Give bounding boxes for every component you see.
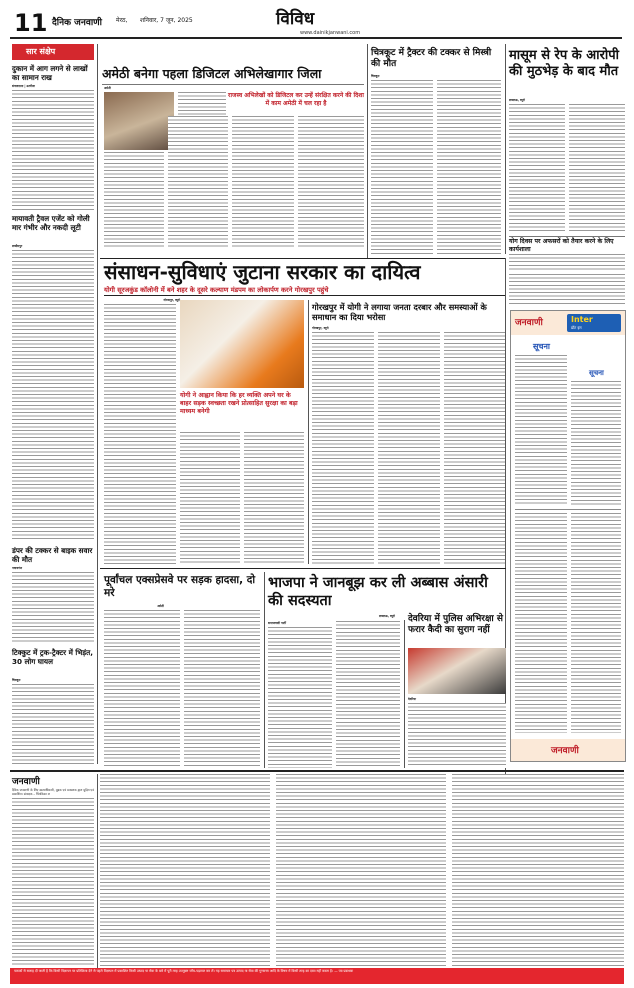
purvanchal-body [104,610,180,768]
lead-side-dateline: गोरखपुर, ब्यूरो [312,326,329,330]
yoga-brief-body [509,254,625,272]
internet-logo-text: Inter [571,315,593,324]
classifieds-footer-logo: जनवाणी [551,746,579,756]
chief-minister-photo [180,300,304,388]
bureau-list [100,774,270,966]
yoga-brief-headline: योग दिवस पर अफसरों को तैयार करने के लिए कार्यशाला [509,238,614,253]
bureau-directory [100,774,624,968]
lead-byline: गोरखपुर, ब्यूरो [163,298,180,302]
lead-side-body [312,332,374,564]
column-divider [264,572,265,768]
top-main-body [168,116,228,248]
column-divider [404,620,405,768]
bjp-body [268,627,332,768]
lead-rule [104,295,506,296]
top-main-quote: राजस्व अभिलेखों को डिजिटल कर उन्हें संरक्षित करने की दिशा में काम अमेठी में चल रहा है [228,92,364,107]
column-divider [505,44,506,254]
sidebar-item-dateline: संवाददाता | उतरौला [12,84,35,88]
column-divider [308,300,309,564]
lead-photo-caption: योगी ने आह्वान किया कि हर व्यक्ति अपने घर के बाहर सड़क स्वच्छता रखने प्रोत्साहित सुरक्षा का बड़ा माध्यम बनेगी [180,392,298,415]
sidebar [12,44,94,764]
disclaimer-band [10,968,624,984]
masthead [0,0,634,40]
imprint-block [12,774,94,968]
website-url: www.dainikjanwani.com [300,30,361,36]
lead-rule [100,258,506,259]
sidebar-item-title: दुकान में आग लगने से लाखों का सामान राख [12,64,88,82]
politician-photo [408,648,506,694]
bjp-body [336,621,400,768]
lead-side-body [378,332,440,564]
section-rule [100,568,506,569]
top-right-byline: लखनऊ, ब्यूरो [509,98,525,102]
column-divider [505,258,506,778]
purvanchal-headline: पूर्वांचल एक्सप्रेसवे पर सड़क हादसा, दो मरे [104,574,256,599]
deoria-dateline: देवरिया [408,697,417,701]
lead-headline: संसाधन-सुविधाएं जुटाना सरकार का दायित्व [104,260,421,284]
internet-logo [567,314,621,332]
column-divider [97,774,98,968]
sidebar-item-title: डंपर की टक्कर से बाइक सवार की मौत [12,546,93,564]
top-main-body [232,116,294,248]
sidebar-item-body [12,684,94,764]
deoria-headline: देवरिया में पुलिस अभिरक्षा से फरार कैदी का सुराग नहीं [408,614,503,635]
classifieds-logo: जनवाणी [515,318,543,328]
sidebar-header: सार संक्षेप [12,44,94,60]
imprint-text: दैनिक जनवाणी के लिए स्वत्वाधिकारी, मुद्रक एवं प्रकाशक द्वारा मुद्रित एवं प्रकाशित। संपादक – चिंतकिका ल [12,788,94,797]
sidebar-item-title: टिक्कुट में ट्रक-ट्रैक्टर में भिड़ंत, 30 लोग घायल [12,648,93,666]
story-divider [509,236,625,237]
notice-header-right: सूचना [589,369,604,377]
section-title: विविध [276,9,315,29]
top-main-body [104,152,164,248]
city: मेरठ, [116,17,128,24]
sidebar-item-body [12,572,94,642]
brand-logo: दैनिक जनवाणी [52,18,102,28]
sidebar-item-dateline: नवाबगंज [12,566,23,570]
column-divider [367,44,368,258]
imprint-details [12,798,94,966]
purvanchal-body [184,610,260,768]
bjp-dateline: समाजवादी पार्टी [268,621,286,625]
bureau-list [276,774,446,966]
top-main-rule [102,84,364,85]
lead-body [104,304,176,564]
top-right-headline: मासूम से रेप के आरोपी की मुठभेड़ के बाद मौत [509,48,620,79]
sidebar-item-body [12,250,94,540]
top-main-headline: अमेठी बनेगा पहला डिजिटल अभिलेखागार जिला [102,66,322,81]
sidebar-item-body [12,90,94,210]
news-photo [104,92,174,150]
disclaimer-text: पाठकों से सलाह दी जाती है कि किसी विज्ञापन पर प्रतिक्रिया देने से पहले विज्ञापन में प्रकाशित किसी उत्पाद या सेवा के बारे में पूरी तरह उपयुक्त जाँच-पड़ताल कर लें। यह समाचार पत्र उत्पाद या सेवा की गुणवत्ता आदि के विषय में किसी तरह का दावा नहीं करता है। — पत्र प्रबन्धक [14,969,354,973]
internet-logo-sub: डॉट इन [571,325,582,330]
sidebar-item-dateline: चित्रकूट [12,678,21,682]
bureau-list [452,774,624,966]
lead-side-headline: गोरखपुर में योगी ने लगाया जनता दरबार और समस्याओं के समाधान का दिया भरोसा [312,302,487,322]
lead-subheadline: योगी सूरजकुंड कॉलोनी में बने शहर के दूसरे कल्याण मंडपम का लोकार्पण करने गोरखपुर पहुंचे [104,286,329,294]
issue-date: शनिवार, 7 जून, 2025 [140,17,193,24]
top-right-body [569,104,625,232]
top-mid-body [371,80,433,256]
masthead-rule [10,37,622,39]
notice-divider [515,509,621,510]
purvanchal-byline: अमेठी [157,604,164,608]
lead-body [180,432,240,564]
imprint-logo: जनवाणी [12,777,40,787]
top-mid-dateline: चित्रकूट [371,74,380,78]
top-main-body [298,116,364,248]
notice-text [515,513,567,733]
yoga-brief-body [509,274,625,306]
lead-body [244,432,304,564]
classifieds-block [510,310,626,762]
top-mid-headline: चित्रकूट में ट्रैक्टर की टक्कर से मिस्त्री की मौत [371,48,492,69]
bjp-headline: भाजपा ने जानबूझ कर ली अब्बास अंसारी की सदस्यता [268,575,488,609]
notice-text [571,513,621,733]
deoria-body [408,703,506,768]
page-number: 11 [14,9,48,37]
bjp-byline: लखनऊ, ब्यूरो [379,614,395,618]
footer-rule [10,770,624,772]
top-mid-body [437,80,501,256]
notice-header: सूचना [533,342,550,351]
notice-text [515,355,567,505]
notice-text [571,381,621,505]
top-right-body [509,104,565,232]
column-divider [97,44,98,764]
sidebar-item-title: मायावती ट्रैवल एजेंट को गोली मार गंभीर और नकदी लूटी [12,214,90,232]
lead-side-body [444,332,506,564]
top-main-byline: अमेठी [104,86,111,90]
sidebar-item-dateline: लखीमपुर [12,244,23,248]
